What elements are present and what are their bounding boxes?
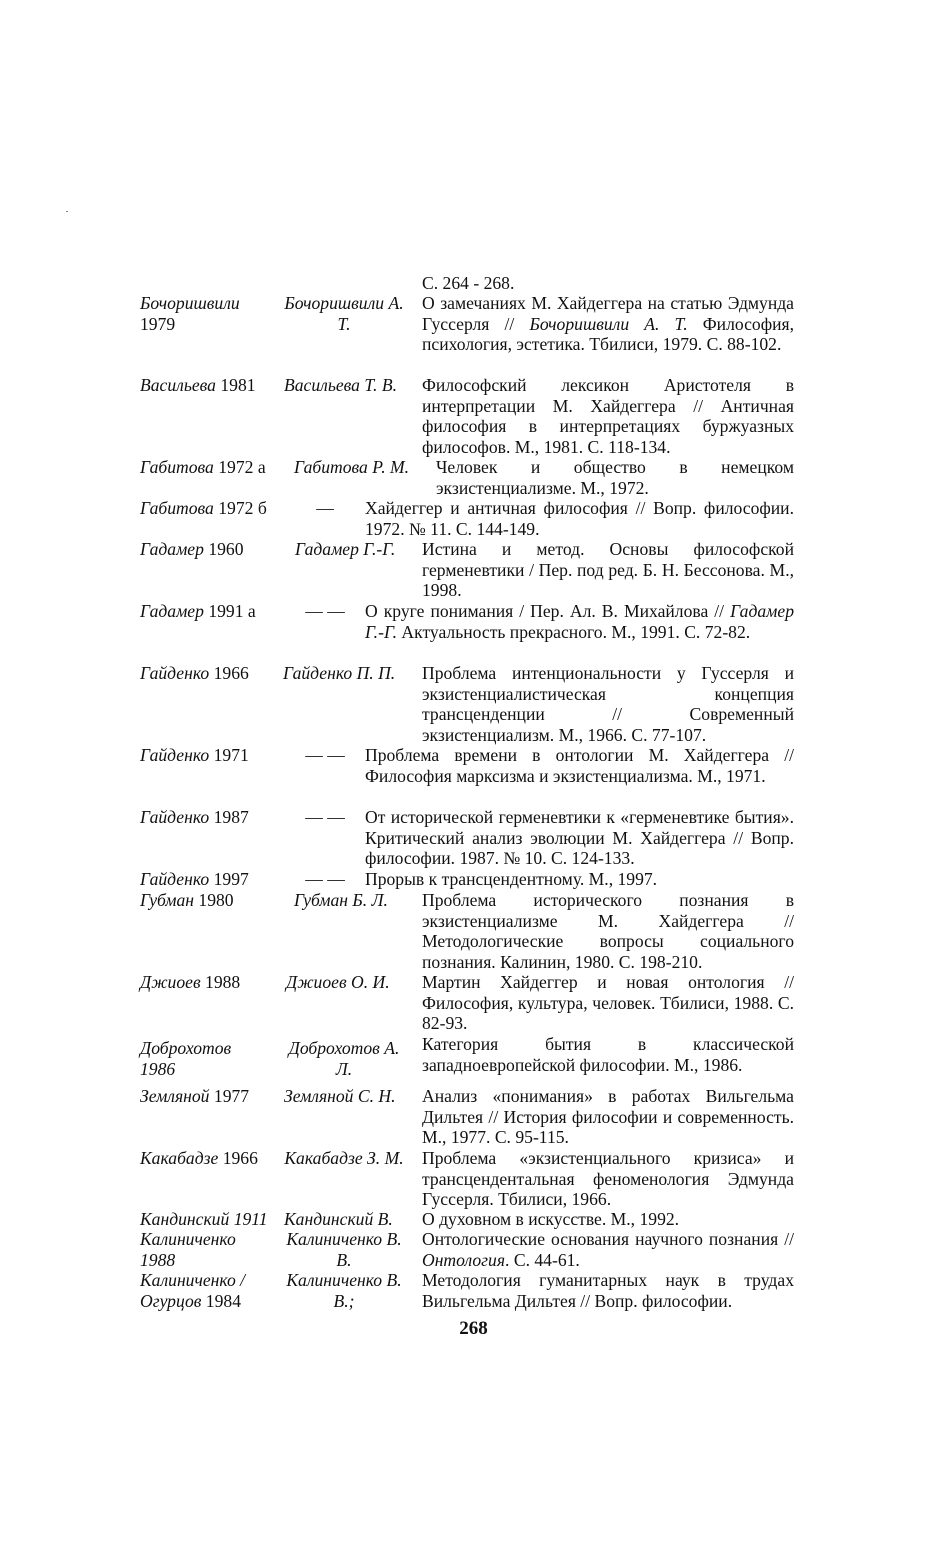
continuation-line [140,273,794,293]
bibliography-entry [140,498,794,539]
entry-key: Доброхотов 1986 [140,1038,232,1079]
bibliography-entry [140,1229,794,1270]
entry-author-short: — — [305,745,345,765]
bibliography-entry [140,807,794,869]
bibliography-entry [140,972,794,1034]
entry-description: Проблема исторического познания в экзистенциализме М. Хайдеггера // Методологические вопросы социального познания. Калинин, 1980. С. 198-210. [422,890,794,972]
entry-description: Методология гуманитарных наук в трудах Вильгельма Дильтея // Вопр. философии. [422,1270,794,1311]
entry-author-short: — — [305,601,345,621]
entry-author-short: — [316,498,334,518]
entry-description: Хайдеггер и античная философия // Вопр. философии. 1972. № 11. С. 144-149. [365,498,794,539]
entry-author-short: Земляной С. Н. [284,1086,396,1106]
entry-key: Бочоришвили 1979 [140,293,240,334]
bibliography-entry [140,1209,794,1229]
entry-key: Земляной 1977 [140,1086,250,1106]
bibliography-entry [140,1270,794,1311]
entry-author-short: Доброхотов А. Л. [288,1038,400,1079]
entry-author-short: Калиниченко В. В.; [286,1270,402,1311]
entry-description: Прорыв к трансцендентному. М., 1997. [365,869,658,889]
bibliography-entry [140,601,794,663]
entry-description: Проблема времени в онтологии М. Хайдеггера // Философия марксизма и экзистенциализма. М., 1971. [365,745,794,786]
page-number: 268 [459,1318,488,1339]
entry-description: О замечаниях М. Хайдеггера на статью Эдмунда Гуссерля // Бочоришвили А. Т. Философия, психология, эстетика. Тбилиси, 1979. С. 88-102. [422,293,795,354]
entry-author-short: Кандинский В. [284,1209,393,1229]
entry-description: Философский лексикон Аристотеля в интерпретации М. Хайдеггера // Античная философия в интерпретациях буржуазных философов. М., 1981. С. 118-134. [422,375,794,457]
entry-key: Гайденко 1971 [140,745,249,765]
entry-author-short: — — [305,807,345,827]
bibliography-entry [140,745,794,807]
entry-description: Истина и метод. Основы философской герменевтики / Пер. под ред. Б. Н. Бессонова. М., 1998. [422,539,794,600]
entry-author-short: Губман Б. Л. [294,890,388,910]
entry-key: Калиниченко 1988 [140,1229,236,1270]
entry-author-short: — — [305,869,345,889]
bibliography-entry [140,1086,794,1148]
entry-key: Гадамер 1960 [140,539,244,559]
entry-key: Васильева 1981 [140,375,256,395]
entry-key: Гайденко 1987 [140,807,249,827]
bibliography-entry [140,375,794,457]
entry-description: О круге понимания / Пер. Ал. В. Михайлова // Гадамер Г.-Г. Актуальность прекрасного. М., 1991. С. 72-82. [365,601,794,642]
entry-description: Проблема «экзистенциального кризиса» и трансцендентальная феноменология Эдмунда Гуссерля. Тбилиси, 1966. [422,1148,794,1209]
entry-author-short: Какабадзе З. М. [284,1148,404,1168]
scan-speck [66,211,68,212]
bibliography-entry [140,293,794,375]
entry-description: Категория бытия в классической западноевропейской философии. М., 1986. [422,1034,794,1075]
bibliography-entry [140,1034,794,1086]
bibliography-entry [140,869,794,890]
bibliography-list [140,273,794,1311]
bibliography-entry [140,457,794,498]
entry-description: Анализ «понимания» в работах Вильгельма Дильтея // История философии и современность. М., 1977. С. 95-115. [422,1086,794,1147]
entry-key: Кандинский 1911 [140,1209,268,1229]
entry-description: О духовном в искусстве. М., 1992. [422,1209,680,1229]
entry-key: Гадамер 1991 а [140,601,256,621]
entry-key: Джиоев 1988 [140,972,241,992]
bibliography-entry [140,1148,794,1209]
entry-author-short: Калиниченко В. В. [286,1229,402,1270]
entry-key: Какабадзе 1966 [140,1148,258,1168]
entry-key: Гайденко 1966 [140,663,249,683]
entry-key: Габитова 1972 б [140,498,267,518]
entry-author-short: Габитова Р. М. [294,457,410,477]
entry-author-short: Гайденко П. П. [283,663,396,683]
entry-description: С. 264 - 268. [422,273,515,293]
entry-author-short: Гадамер Г.-Г. [295,539,396,559]
entry-description: От исторической герменевтики к «герменевтике бытия». Критический анализ эволюции М. Хайдеггера // Вопр. философии. 1987. № 10. С. 124-133. [365,807,794,868]
entry-description: Проблема интенциональности у Гуссерля и экзистенциалистическая концепция трансценденции // Современный экзистенциализм. М., 1966. С. 77-107. [422,663,794,745]
bibliography-entry [140,890,794,972]
entry-author-short: Васильева Т. В. [284,375,397,395]
entry-key: Гайденко 1997 [140,869,249,889]
entry-key: Калиниченко / Огурцов 1984 [140,1270,246,1311]
entry-author-short: Бочоришвили А. Т. [284,293,404,334]
entry-key: Габитова 1972 а [140,457,266,477]
entry-author-short: Джиоев О. И. [286,972,390,992]
bibliography-entry [140,663,794,745]
bibliography-entry [140,539,794,601]
entry-description: Онтологические основания научного познания // Онтология. С. 44-61. [422,1229,794,1270]
entry-description: Мартин Хайдеггер и новая онтология // Философия, культура, человек. Тбилиси, 1988. С. 82-93. [422,972,794,1033]
entry-key: Губман 1980 [140,890,234,910]
entry-description: Человек и общество в немецком экзистенциализме. М., 1972. [436,457,794,498]
